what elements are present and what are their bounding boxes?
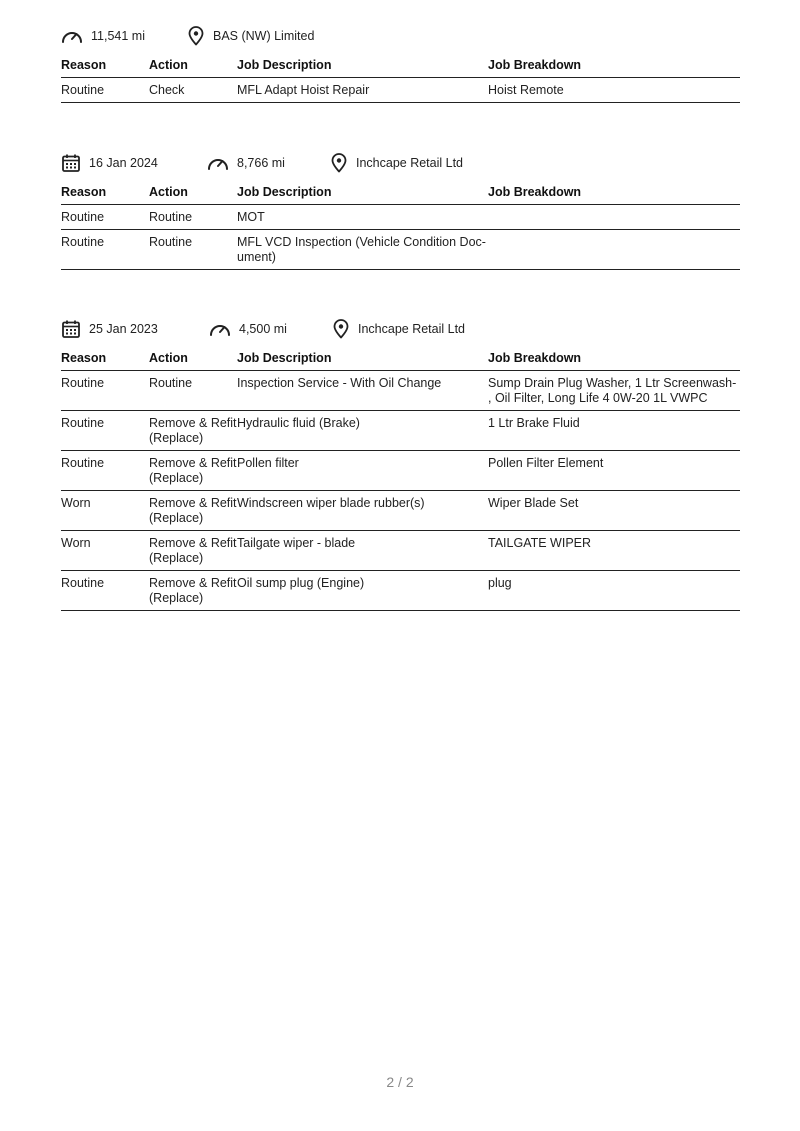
table-row	[61, 205, 740, 230]
header-reason: Reason	[61, 346, 149, 371]
table-row	[61, 371, 740, 411]
cell-description: Oil sump plug (Engine)	[237, 571, 488, 611]
speedometer-icon	[207, 155, 229, 171]
location-pin-icon	[187, 26, 205, 46]
cell-description: MFL VCD Inspection (Vehicle Condition Doc- ument)	[237, 230, 488, 270]
cell-breakdown: Sump Drain Plug Washer, 1 Ltr Screenwash- , Oil Filter, Long Life 4 0W-20 1L VWPC	[488, 371, 740, 411]
cell-description: Tailgate wiper - blade	[237, 531, 488, 571]
header-reason: Reason	[61, 180, 149, 205]
cell-reason: Routine	[61, 411, 149, 451]
page-indicator: 2 / 2	[386, 1074, 414, 1090]
cell-breakdown: plug	[488, 571, 740, 611]
cell-reason: Routine	[61, 230, 149, 270]
mileage-text: 11,541 mi	[91, 29, 145, 43]
cell-breakdown	[488, 205, 740, 230]
table-header-row	[61, 53, 740, 78]
cell-reason: Routine	[61, 371, 149, 411]
cell-action: Routine	[149, 371, 237, 411]
cell-reason: Routine	[61, 451, 149, 491]
header-job-description: Job Description	[237, 53, 488, 78]
location-text: Inchcape Retail Ltd	[358, 322, 466, 336]
record-3-date	[61, 317, 158, 341]
cell-description: Pollen filter	[237, 451, 488, 491]
header-job-breakdown: Job Breakdown	[488, 53, 740, 78]
table-row	[61, 230, 740, 270]
table-header-row	[61, 346, 740, 371]
header-job-breakdown: Job Breakdown	[488, 180, 740, 205]
cell-reason: Routine	[61, 571, 149, 611]
cell-action: Routine	[149, 205, 237, 230]
location-pin-icon	[330, 153, 348, 173]
record-3-location	[332, 317, 465, 341]
cell-description: Inspection Service - With Oil Change	[237, 371, 488, 411]
mileage-text: 8,766 mi	[237, 156, 285, 170]
cell-breakdown: Wiper Blade Set	[488, 491, 740, 531]
header-reason: Reason	[61, 53, 149, 78]
cell-description: MFL Adapt Hoist Repair	[237, 78, 488, 103]
date-text: 25 Jan 2023	[89, 322, 158, 336]
cell-action: Check	[149, 78, 237, 103]
table-row	[61, 491, 740, 531]
calendar-icon	[61, 153, 81, 173]
cell-reason: Routine	[61, 205, 149, 230]
cell-action: Remove & Refit (Replace)	[149, 451, 237, 491]
record-1-location	[187, 24, 314, 48]
cell-reason: Worn	[61, 491, 149, 531]
speedometer-icon	[209, 321, 231, 337]
table-header-row	[61, 180, 740, 205]
record-1-table	[61, 53, 740, 103]
cell-action: Remove & Refit (Replace)	[149, 491, 237, 531]
cell-action: Remove & Refit (Replace)	[149, 531, 237, 571]
location-pin-icon	[332, 319, 350, 339]
table-row	[61, 451, 740, 491]
record-2-table	[61, 180, 740, 270]
speedometer-icon	[61, 28, 83, 44]
table-row	[61, 411, 740, 451]
mileage-text: 4,500 mi	[239, 322, 287, 336]
table-row	[61, 78, 740, 103]
cell-reason: Worn	[61, 531, 149, 571]
cell-description: Windscreen wiper blade rubber(s)	[237, 491, 488, 531]
location-text: BAS (NW) Limited	[213, 29, 315, 43]
location-text: Inchcape Retail Ltd	[356, 156, 464, 170]
cell-breakdown: 1 Ltr Brake Fluid	[488, 411, 740, 451]
cell-action: Remove & Refit (Replace)	[149, 571, 237, 611]
cell-breakdown: Hoist Remote	[488, 78, 740, 103]
table-row	[61, 571, 740, 611]
header-action: Action	[149, 180, 237, 205]
date-text: 16 Jan 2024	[89, 156, 158, 170]
record-2-date	[61, 151, 158, 175]
record-2-mileage	[207, 151, 285, 175]
record-1-mileage	[61, 24, 145, 48]
cell-breakdown	[488, 230, 740, 270]
header-job-description: Job Description	[237, 180, 488, 205]
header-action: Action	[149, 53, 237, 78]
cell-description: MOT	[237, 205, 488, 230]
cell-action: Routine	[149, 230, 237, 270]
cell-breakdown: TAILGATE WIPER	[488, 531, 740, 571]
cell-action: Remove & Refit (Replace)	[149, 411, 237, 451]
cell-description: Hydraulic fluid (Brake)	[237, 411, 488, 451]
cell-breakdown: Pollen Filter Element	[488, 451, 740, 491]
header-job-description: Job Description	[237, 346, 488, 371]
table-row	[61, 531, 740, 571]
calendar-icon	[61, 319, 81, 339]
record-3-mileage	[209, 317, 287, 341]
header-action: Action	[149, 346, 237, 371]
record-3-table	[61, 346, 740, 611]
header-job-breakdown: Job Breakdown	[488, 346, 740, 371]
record-2-location	[330, 151, 463, 175]
cell-reason: Routine	[61, 78, 149, 103]
